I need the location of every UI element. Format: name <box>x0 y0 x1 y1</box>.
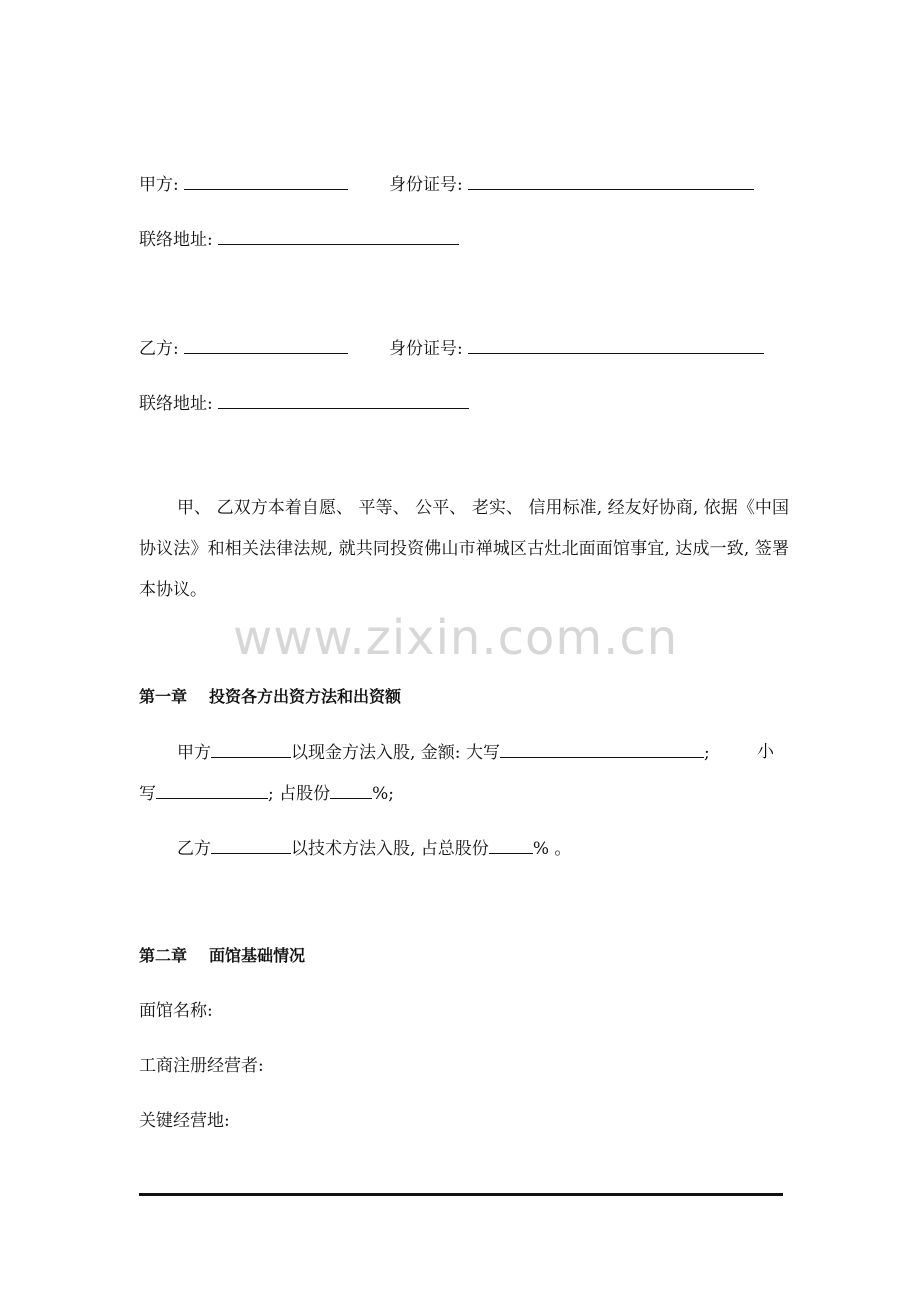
chapter-1-a-prefix: 甲方 <box>177 743 211 763</box>
party-a-id-blank[interactable] <box>468 173 754 190</box>
party-b-label: 乙方: <box>139 339 179 359</box>
intro-paragraph: 甲、 乙双方本着自愿、 平等、 公平、 老实、 信用标准, 经友好协商, 依据《中国协议法》和相关法律法规, 就共同投资佛山市禅城区古灶北面面馆事宜, 达成一致, 签署本协议。 <box>139 498 789 600</box>
party-a-address-label: 联络地址: <box>139 230 213 250</box>
chapter-1-b-name-blank[interactable] <box>211 837 291 854</box>
chapter-1-a-text5: ; 占股份 <box>268 784 331 804</box>
chapter-2-title: 面馆基础情况 <box>209 946 306 965</box>
party-a-address-line <box>139 228 459 251</box>
party-b-id-label: 身份证号: <box>389 339 463 359</box>
chapter-1-number: 第一章 <box>139 687 188 706</box>
party-a-label: 甲方: <box>139 175 179 195</box>
chapter-1-a-amount-figures-blank[interactable] <box>156 782 268 799</box>
footer-rule <box>139 1193 783 1196</box>
chapter-1-a-share-blank[interactable] <box>330 782 372 799</box>
chapter-1-b-prefix: 乙方 <box>177 839 211 859</box>
party-b-address-blank[interactable] <box>218 392 469 409</box>
party-b-address-label: 联络地址: <box>139 394 213 414</box>
chapter-1-a-percent: %; <box>372 784 395 804</box>
party-b-id-line <box>389 337 764 360</box>
party-b-line <box>139 337 348 360</box>
party-b-id-blank[interactable] <box>468 337 764 354</box>
chapter-1-b-text1: 以技术方法入股, 占总股份 <box>291 839 489 859</box>
chapter-1-party-a-line2 <box>139 782 394 805</box>
chapter-1-heading <box>139 686 401 708</box>
chapter-1-party-b-line <box>177 837 571 860</box>
chapter-1-a-text1: 以现金方法入股, 金额: 大写 <box>291 743 500 763</box>
watermark: www.zixin.com.cn <box>233 610 679 666</box>
chapter-1-b-percent: % 。 <box>532 839 572 859</box>
chapter-1-b-share-blank[interactable] <box>489 837 533 854</box>
party-a-name-blank[interactable] <box>184 173 348 190</box>
party-a-address-blank[interactable] <box>218 228 459 245</box>
chapter-2-heading <box>139 945 305 967</box>
chapter-1-party-a-line <box>177 741 710 764</box>
chapter-1-a-amount-words-blank[interactable] <box>500 741 704 758</box>
shop-name-field: 面馆名称: <box>139 1001 213 1021</box>
chapter-1-a-text2: ; <box>703 743 710 763</box>
chapter-1-a-name-blank[interactable] <box>211 741 291 758</box>
main-location-field: 关键经营地: <box>139 1111 230 1131</box>
registered-operator-field: 工商注册经营者: <box>139 1056 264 1076</box>
party-a-line <box>139 173 348 196</box>
chapter-1-a-small-label: 小 <box>757 742 774 762</box>
chapter-1-title: 投资各方出资方法和出资额 <box>209 687 402 706</box>
party-a-id-line <box>389 173 754 196</box>
chapter-1-a-text4: 写 <box>139 784 156 804</box>
party-a-id-label: 身份证号: <box>389 175 463 195</box>
chapter-2-number: 第二章 <box>139 946 188 965</box>
party-b-address-line <box>139 392 469 415</box>
party-b-name-blank[interactable] <box>184 337 348 354</box>
